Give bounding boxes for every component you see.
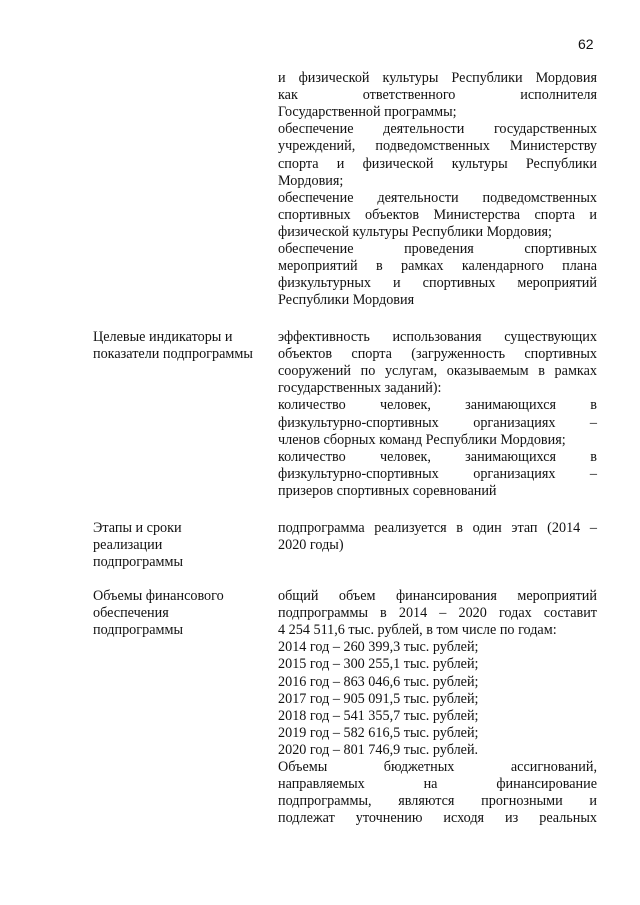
section-text-line: подлежат уточнению исходя из реальных [278, 810, 597, 827]
section-label: Целевые индикаторы и [93, 329, 233, 345]
continuation-line: учреждений, подведомственных Министерству [278, 138, 597, 155]
section-text-line: 2020 годы) [278, 537, 344, 554]
section-text-line: призеров спортивных соревнований [278, 482, 497, 499]
section-text-line: подпрограммы, являются прогнозными и [278, 793, 597, 810]
section-text-line: 2015 год – 300 255,1 тыс. рублей; [278, 656, 479, 673]
section-text-line: 4 254 511,6 тыс. рублей, в том числе по годам: [278, 622, 557, 639]
continuation-line: физкультурных и спортивных мероприятий [278, 275, 597, 292]
section-text-line: 2016 год – 863 046,6 тыс. рублей; [278, 673, 479, 690]
section-text-line: количество человек, занимающихся в [278, 448, 597, 465]
section-label: подпрограммы [93, 622, 183, 639]
section-text-line: подпрограмма реализуется в один этап (2014 – [278, 520, 597, 536]
continuation-line: Мордовия; [278, 172, 344, 189]
section-label: подпрограммы [93, 554, 183, 571]
section-text-line: членов сборных команд Республики Мордовия; [278, 431, 566, 448]
section-label: реализации [93, 537, 163, 554]
continuation-line: спортивных объектов Министерства спорта и [278, 206, 597, 223]
section-label: Этапы и сроки [93, 520, 182, 536]
section-text-line: подпрограммы в 2014 – 2020 годах составит [278, 605, 597, 622]
section-text-line: Объемы бюджетных ассигнований, [278, 759, 597, 775]
section-text-line: 2020 год – 801 746,9 тыс. рублей. [278, 741, 479, 758]
continuation-line: обеспечение проведения спортивных [278, 241, 597, 257]
page-number: 62 [578, 36, 594, 52]
continuation-line: обеспечение деятельности подведомственных [278, 189, 597, 206]
continuation-line: физической культуры Республики Мордовия; [278, 223, 552, 240]
continuation-line: мероприятий в рамках календарного плана [278, 258, 597, 275]
section-text-line: объектов спорта (загруженность спортивных [278, 346, 597, 363]
section-text-line: количество человек, занимающихся в [278, 397, 597, 414]
section-text-line: эффективность использования существующих [278, 329, 597, 345]
section-text-line: сооружений по услугам, оказываемым в рамках [278, 363, 597, 380]
continuation-line: и физической культуры Республики Мордовия [278, 70, 597, 86]
section-text-line: 2014 год – 260 399,3 тыс. рублей; [278, 639, 479, 656]
section-text-line: 2017 год – 905 091,5 тыс. рублей; [278, 690, 479, 707]
section-text-line: 2019 год – 582 616,5 тыс. рублей; [278, 724, 479, 741]
section-label: показатели подпрограммы [93, 346, 253, 363]
section-label: обеспечения [93, 605, 169, 622]
section-text-line: общий объем финансирования мероприятий [278, 588, 597, 604]
continuation-line: как ответственного исполнителя [278, 87, 597, 104]
section-text-line: направляемых на финансирование [278, 776, 597, 793]
continuation-line: Республики Мордовия [278, 292, 415, 309]
section-text-line: 2018 год – 541 355,7 тыс. рублей; [278, 707, 479, 724]
section-text-line: физкультурно-спортивных организациях – [278, 414, 597, 431]
section-text-line: физкультурно-спортивных организациях – [278, 465, 597, 482]
continuation-line: спорта и физической культуры Республики [278, 155, 597, 172]
section-label: Объемы финансового [93, 588, 224, 604]
section-text-line: государственных заданий): [278, 380, 442, 397]
continuation-line: Государственной программы; [278, 104, 457, 121]
continuation-line: обеспечение деятельности государственных [278, 121, 597, 138]
